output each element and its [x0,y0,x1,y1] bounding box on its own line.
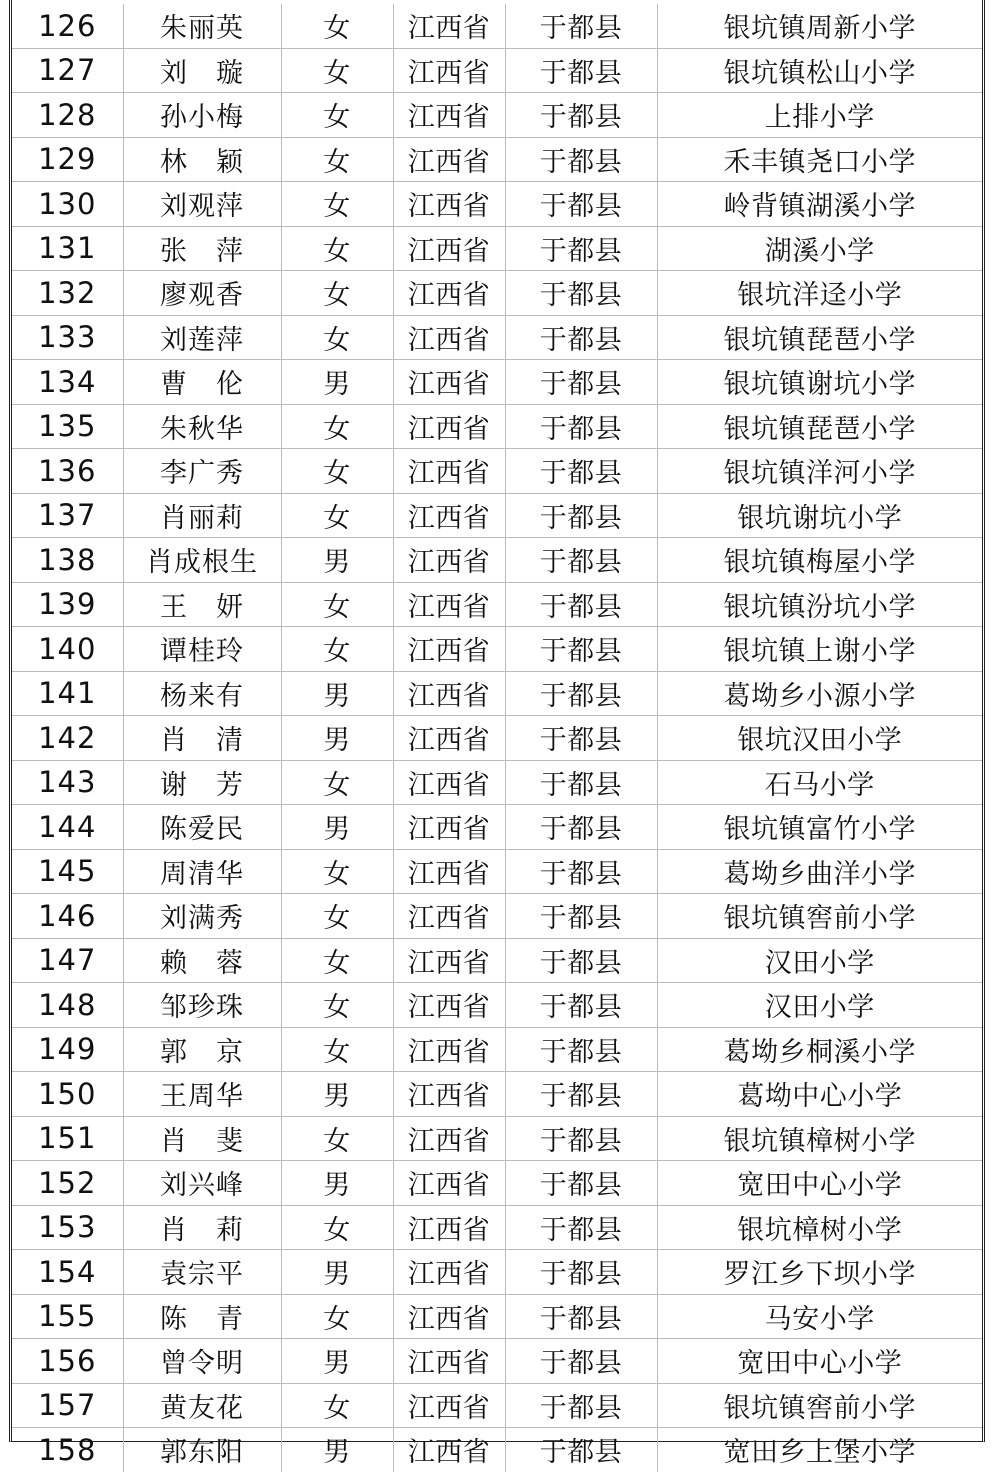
cell-number: 149 [12,1027,123,1072]
cell-number: 152 [12,1161,123,1206]
cell-name: 谭桂玲 [123,627,281,672]
cell-county: 于都县 [505,493,657,538]
cell-name: 谢 芳 [123,760,281,805]
cell-gender: 女 [281,93,393,138]
cell-number: 157 [12,1383,123,1428]
table-row [12,449,982,494]
cell-school: 银坑镇窖前小学 [657,894,982,939]
cell-number: 127 [12,48,123,93]
cell-name: 林 颖 [123,137,281,182]
cell-name: 赖 蓉 [123,938,281,983]
cell-school: 银坑镇谢坑小学 [657,360,982,405]
cell-county: 于都县 [505,93,657,138]
cell-number: 146 [12,894,123,939]
table-row [12,1339,982,1384]
cell-school: 汉田小学 [657,983,982,1028]
cell-gender: 女 [281,1027,393,1072]
cell-province: 江西省 [393,1428,505,1472]
table-row [12,315,982,360]
cell-number: 154 [12,1250,123,1295]
table-row [12,226,982,271]
cell-school: 银坑镇樟树小学 [657,1116,982,1161]
cell-gender: 女 [281,849,393,894]
cell-gender: 女 [281,627,393,672]
cell-name: 张 萍 [123,226,281,271]
cell-number: 145 [12,849,123,894]
cell-county: 于都县 [505,582,657,627]
cell-school: 宽田中心小学 [657,1339,982,1384]
cell-name: 郭 京 [123,1027,281,1072]
cell-gender: 男 [281,805,393,850]
cell-county: 于都县 [505,404,657,449]
cell-gender: 女 [281,1294,393,1339]
cell-province: 江西省 [393,315,505,360]
cell-school: 银坑镇松山小学 [657,48,982,93]
cell-name: 周清华 [123,849,281,894]
cell-gender: 男 [281,1072,393,1117]
cell-number: 131 [12,226,123,271]
table-row [12,182,982,227]
cell-province: 江西省 [393,1161,505,1206]
cell-number: 134 [12,360,123,405]
table-row [12,404,982,449]
table-row [12,137,982,182]
cell-province: 江西省 [393,137,505,182]
cell-gender: 女 [281,404,393,449]
table-row [12,1294,982,1339]
table-row [12,538,982,583]
cell-province: 江西省 [393,404,505,449]
table-row [12,894,982,939]
cell-gender: 男 [281,538,393,583]
cell-province: 江西省 [393,716,505,761]
cell-name: 刘满秀 [123,894,281,939]
cell-number: 158 [12,1428,123,1472]
table-row [12,493,982,538]
cell-school: 银坑镇琵琶小学 [657,315,982,360]
cell-gender: 女 [281,226,393,271]
cell-province: 江西省 [393,1339,505,1384]
cell-number: 140 [12,627,123,672]
cell-name: 刘兴峰 [123,1161,281,1206]
cell-number: 135 [12,404,123,449]
table-row [12,983,982,1028]
cell-gender: 女 [281,983,393,1028]
cell-gender: 女 [281,493,393,538]
cell-province: 江西省 [393,1027,505,1072]
cell-school: 银坑汉田小学 [657,716,982,761]
cell-school: 罗江乡下坝小学 [657,1250,982,1295]
cell-number: 138 [12,538,123,583]
cell-county: 于都县 [505,1383,657,1428]
table-row [12,1383,982,1428]
table-row [12,849,982,894]
cell-name: 王周华 [123,1072,281,1117]
cell-school: 银坑镇琵琶小学 [657,404,982,449]
cell-gender: 女 [281,137,393,182]
cell-name: 廖观香 [123,271,281,316]
cell-gender: 男 [281,671,393,716]
cell-name: 肖 清 [123,716,281,761]
cell-name: 肖丽莉 [123,493,281,538]
cell-province: 江西省 [393,1383,505,1428]
cell-province: 江西省 [393,1205,505,1250]
cell-name: 郭东阳 [123,1428,281,1472]
cell-school: 马安小学 [657,1294,982,1339]
table-row [12,1027,982,1072]
cell-school: 银坑镇上谢小学 [657,627,982,672]
cell-name: 袁宗平 [123,1250,281,1295]
cell-province: 江西省 [393,1116,505,1161]
cell-number: 141 [12,671,123,716]
cell-school: 葛坳中心小学 [657,1072,982,1117]
cell-gender: 女 [281,1116,393,1161]
cell-name: 刘观萍 [123,182,281,227]
cell-name: 刘 璇 [123,48,281,93]
cell-gender: 女 [281,4,393,48]
cell-number: 148 [12,983,123,1028]
cell-county: 于都县 [505,1161,657,1206]
cell-school: 石马小学 [657,760,982,805]
table-row [12,1250,982,1295]
table-row [12,627,982,672]
cell-number: 136 [12,449,123,494]
cell-number: 144 [12,805,123,850]
cell-name: 陈 青 [123,1294,281,1339]
table-row [12,805,982,850]
cell-number: 142 [12,716,123,761]
cell-name: 王 妍 [123,582,281,627]
table-row [12,671,982,716]
cell-county: 于都县 [505,538,657,583]
cell-county: 于都县 [505,182,657,227]
cell-county: 于都县 [505,1027,657,1072]
cell-county: 于都县 [505,983,657,1028]
cell-province: 江西省 [393,48,505,93]
cell-school: 汉田小学 [657,938,982,983]
cell-county: 于都县 [505,137,657,182]
table-row [12,48,982,93]
cell-gender: 女 [281,271,393,316]
table-row [12,1428,982,1472]
cell-number: 143 [12,760,123,805]
table-row [12,93,982,138]
cell-school: 岭背镇湖溪小学 [657,182,982,227]
cell-province: 江西省 [393,1250,505,1295]
table-row [12,360,982,405]
cell-county: 于都县 [505,627,657,672]
table-row [12,938,982,983]
table-row [12,4,982,48]
cell-number: 133 [12,315,123,360]
table-row [12,271,982,316]
cell-name: 曹 伦 [123,360,281,405]
cell-number: 153 [12,1205,123,1250]
cell-gender: 男 [281,1428,393,1472]
cell-school: 葛坳乡小源小学 [657,671,982,716]
table-body [12,4,982,1472]
cell-school: 禾丰镇尧口小学 [657,137,982,182]
cell-province: 江西省 [393,538,505,583]
cell-gender: 女 [281,48,393,93]
cell-province: 江西省 [393,760,505,805]
cell-county: 于都县 [505,1294,657,1339]
cell-gender: 女 [281,938,393,983]
cell-name: 肖成根生 [123,538,281,583]
cell-county: 于都县 [505,938,657,983]
cell-name: 孙小梅 [123,93,281,138]
cell-gender: 男 [281,1250,393,1295]
cell-gender: 女 [281,1383,393,1428]
table-row [12,1072,982,1117]
cell-name: 肖 莉 [123,1205,281,1250]
cell-county: 于都县 [505,315,657,360]
cell-county: 于都县 [505,1428,657,1472]
cell-province: 江西省 [393,671,505,716]
cell-province: 江西省 [393,182,505,227]
cell-gender: 女 [281,1205,393,1250]
cell-name: 刘莲萍 [123,315,281,360]
cell-number: 132 [12,271,123,316]
cell-province: 江西省 [393,4,505,48]
cell-province: 江西省 [393,582,505,627]
cell-number: 128 [12,93,123,138]
cell-county: 于都县 [505,1250,657,1295]
cell-province: 江西省 [393,271,505,316]
table-row [12,1116,982,1161]
cell-county: 于都县 [505,226,657,271]
cell-school: 上排小学 [657,93,982,138]
cell-province: 江西省 [393,849,505,894]
table-row [12,1205,982,1250]
cell-county: 于都县 [505,1339,657,1384]
teacher-list-table [12,4,982,1472]
cell-number: 147 [12,938,123,983]
cell-number: 130 [12,182,123,227]
cell-county: 于都县 [505,4,657,48]
cell-number: 150 [12,1072,123,1117]
cell-school: 葛坳乡桐溪小学 [657,1027,982,1072]
cell-school: 宽田乡上堡小学 [723,1437,916,1469]
cell-county: 于都县 [505,1205,657,1250]
cell-name: 朱秋华 [123,404,281,449]
cell-school: 银坑樟树小学 [657,1205,982,1250]
cell-name: 邹珍珠 [123,983,281,1028]
cell-gender: 男 [281,360,393,405]
cell-number: 156 [12,1339,123,1384]
cell-number: 129 [12,137,123,182]
cell-county: 于都县 [505,805,657,850]
cell-school: 葛坳乡曲洋小学 [657,849,982,894]
cell-gender: 女 [281,449,393,494]
cell-county: 于都县 [505,1116,657,1161]
cell-county: 于都县 [505,716,657,761]
cell-gender: 男 [281,1339,393,1384]
cell-county: 于都县 [505,360,657,405]
cell-name: 杨来有 [123,671,281,716]
cell-gender: 女 [281,315,393,360]
cell-gender: 女 [281,894,393,939]
cell-gender: 男 [281,716,393,761]
cell-number: 151 [12,1116,123,1161]
cell-province: 江西省 [393,938,505,983]
cell-school: 银坑镇汾坑小学 [657,582,982,627]
cell-name: 陈爱民 [123,805,281,850]
cell-province: 江西省 [393,894,505,939]
cell-province: 江西省 [393,627,505,672]
cell-gender: 男 [281,1161,393,1206]
cell-school: 银坑镇富竹小学 [657,805,982,850]
cell-name: 朱丽英 [123,4,281,48]
table-row [12,582,982,627]
table-row [12,716,982,761]
cell-county: 于都县 [505,1072,657,1117]
cell-name: 李广秀 [123,449,281,494]
cell-province: 江西省 [393,493,505,538]
cell-province: 江西省 [393,1294,505,1339]
cell-province: 江西省 [393,983,505,1028]
table-row [12,1161,982,1206]
cell-name: 黄友花 [123,1383,281,1428]
cell-name: 曾令明 [123,1339,281,1384]
cell-province: 江西省 [393,93,505,138]
cell-school: 银坑镇梅屋小学 [657,538,982,583]
cell-number: 139 [12,582,123,627]
cell-school: 宽田中心小学 [657,1161,982,1206]
cell-province: 江西省 [393,360,505,405]
cell-name: 肖 斐 [123,1116,281,1161]
cell-school: 银坑镇窖前小学 [657,1383,982,1428]
cell-county: 于都县 [505,760,657,805]
cell-province: 江西省 [393,805,505,850]
cell-school: 银坑洋迳小学 [657,271,982,316]
table-row [12,760,982,805]
cell-county: 于都县 [505,894,657,939]
cell-school: 湖溪小学 [657,226,982,271]
cell-gender: 女 [281,582,393,627]
cell-school: 银坑谢坑小学 [657,493,982,538]
cell-gender: 女 [281,182,393,227]
cell-county: 于都县 [505,671,657,716]
cell-province: 江西省 [393,1072,505,1117]
cell-number: 137 [12,493,123,538]
cell-school: 银坑镇周新小学 [657,4,982,48]
cell-county: 于都县 [505,271,657,316]
cell-number: 126 [12,4,123,48]
cell-gender: 女 [281,760,393,805]
cell-number: 155 [12,1294,123,1339]
cell-school: 银坑镇洋河小学 [657,449,982,494]
cell-province: 江西省 [393,449,505,494]
cell-county: 于都县 [505,849,657,894]
cell-county: 于都县 [505,449,657,494]
cell-province: 江西省 [393,226,505,271]
cell-county: 于都县 [505,48,657,93]
